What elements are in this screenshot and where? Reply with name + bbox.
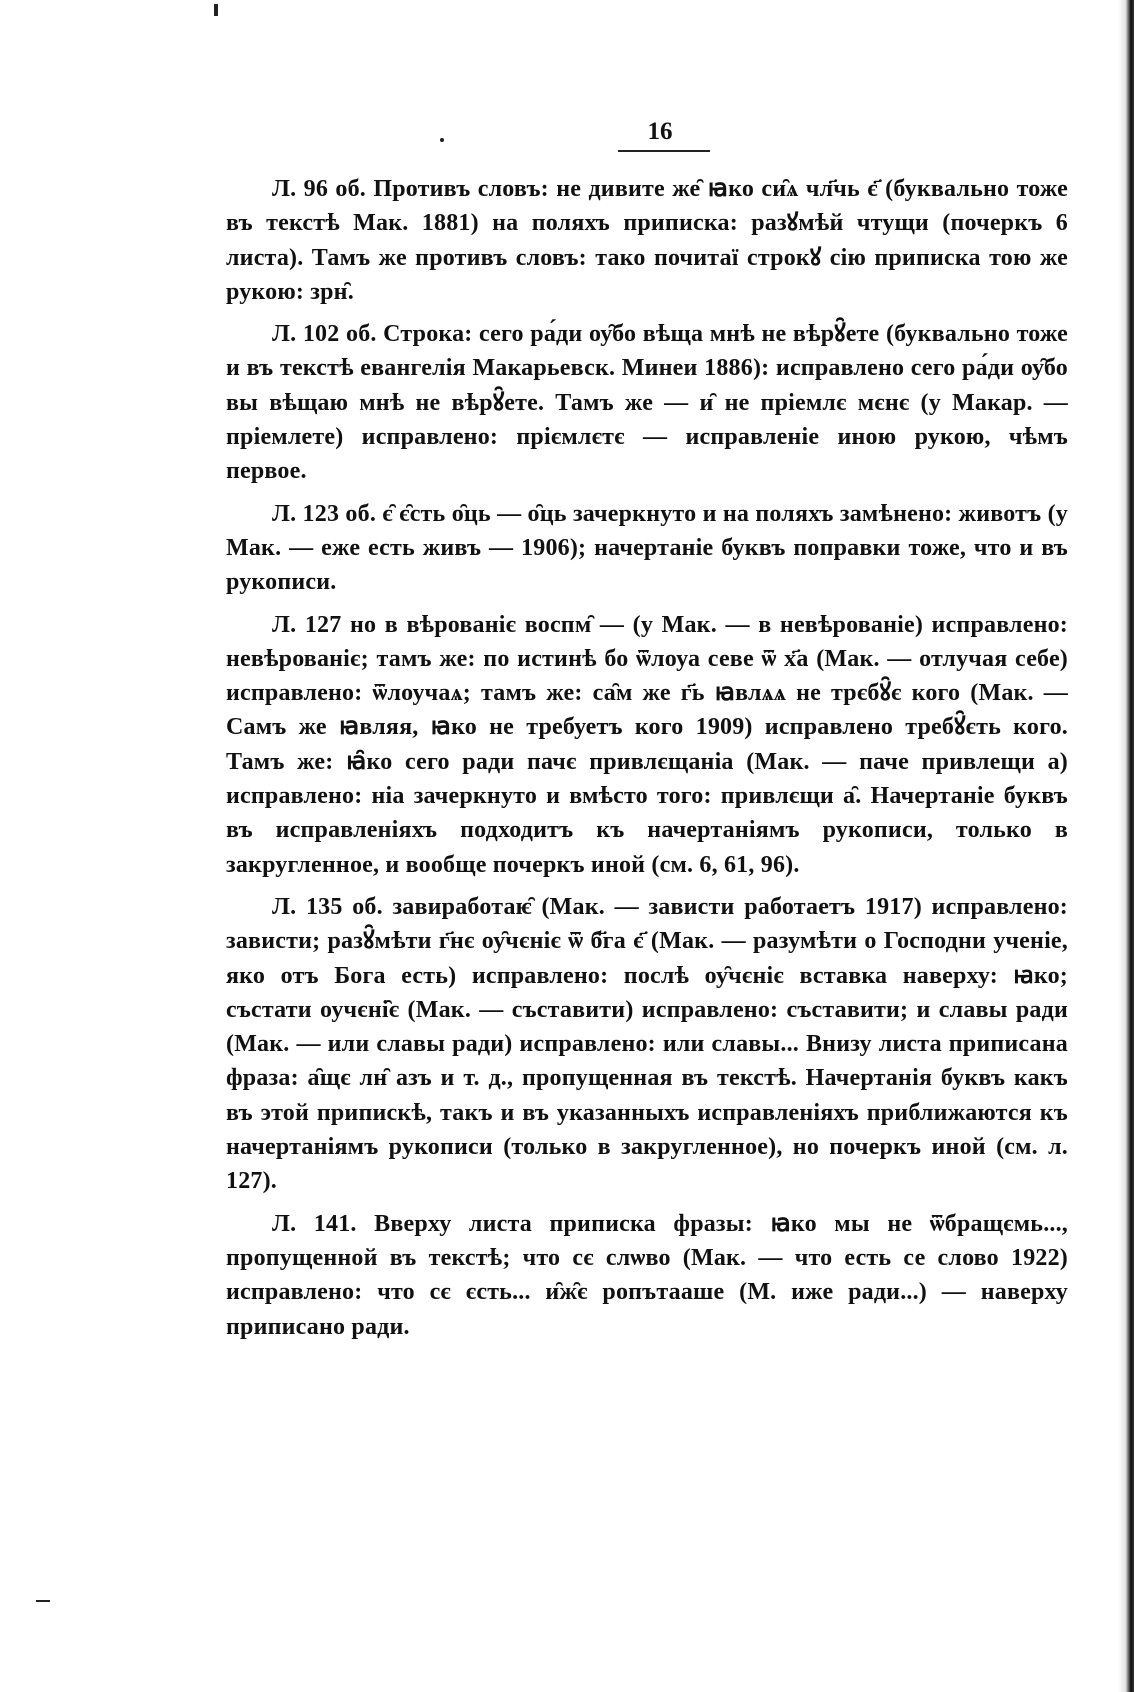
- paragraph-leaf-141: Л. 141. Вверху листа приписка фразы: ꙗко мы не ѿбращємь..., пропущенной въ текстѣ; что сє слѡво (Мак. — что есть се слово 1922) исправлено: что сє єсть... и̑ж̑є ропътааше (М. иже ради...) — наверху приписано ради.: [226, 1210, 1068, 1340]
- page-edge-shadow: [1118, 0, 1126, 1692]
- paragraph-leaf-102: Л. 102 об. Строка: сего ра́ди оу̑бо вѣща мнѣ не вѣрꙋ̑ете (буквально тоже и въ текстѣ евангелія Макарьевск. Минеи 1886): исправлено сего ра́ди оу̑бо вы вѣщаю мнѣ не вѣрꙋ̑ете. Тамъ же — и̑ не пріемлє мєнє (у Макар. — пріемлете) исправлено: пріємлєтє — исправленіе иною рукою, чѣмъ первое.: [226, 321, 1068, 485]
- paragraph-leaf-96: Л. 96 об. Противъ словъ: не дивите же̑ ꙗко си̑ѧ чл҃чь є҃ (буквально тоже въ текстѣ Мак. 1881) на поляхъ приписка: разꙋмѣй чтущи (почеркъ 6 листа). Тамъ же противъ словъ: тако почитаї строкꙋ сію приписка тою же рукою: зрн̑.: [226, 176, 1068, 305]
- paragraph-leaf-123: Л. 123 об. є̑ є̑сть о̑ць — о̑ць зачеркнуто и на поляхъ замѣнено: животъ (у Мак. — еже есть живъ — 1906); начертаніе буквъ поправки тоже, что и въ рукописи.: [226, 500, 1068, 596]
- scan-speck: [214, 4, 218, 16]
- page-number-rule: [618, 150, 710, 152]
- paragraph-leaf-135: Л. 135 об. завиработаѥ̑ (Мак. — зависти работаетъ 1917) исправлено: зависти; разꙋ̑мѣти г҃нє оу̑чєніє ѿ б҃га є҃ (Мак. — разумѣти о Господни ученіе, яко отъ Бога есть) исправлено: послѣ оу̑чєніє вставка наверху: ꙗко; състати оучєні̑є (Мак. — съставити) исправлено: съставити; и славы ради (Мак. — или славы ради) исправлено: или славы... Внизу листа приписана фраза: а̑щє лн̑ азъ и т. д., пропущенная въ текстѣ. Начертанія буквъ какъ въ этой припискѣ, такъ и въ указанныхъ исправленіяхъ приближаются къ начертаніямъ рукописи (только в закругленное), но почеркъ иной (см. л. 127).: [226, 893, 1068, 1195]
- page-binding-edge: [1126, 0, 1134, 1692]
- paragraph-leaf-127: Л. 127 но в вѣрованіє воспм̑ — (у Мак. — в невѣрованіе) исправлено: невѣрованіє; тамъ же: по истинѣ бо ѿлоуа севе ѿ х҃а (Мак. — отлучая себе) исправлено: ѿлоучаѧ; тамъ же: са̑м же г҃ь ꙗвлѧѧ не трєбꙋ̑є кого (Мак. — Самъ же ꙗвляя, ꙗко не требуетъ кого 1909) исправлено требꙋ̑єть кого. Тамъ же: ꙗ̑ко сего ради пачє привлєщаніа (Мак. — паче привлещи а) исправлено: ніа зачеркнуто и вмѣсто того: привлєщи а̑. Начертаніе буквъ въ исправленіяхъ подходитъ къ начертаніямъ рукописи, только в закругленное, и вообще почеркъ иной (см. 6, 61, 96).: [226, 611, 1068, 878]
- body-text: [226, 172, 1068, 1352]
- scan-speck: [36, 1600, 50, 1602]
- scan-speck: [440, 138, 444, 142]
- page-number: 16: [647, 118, 673, 145]
